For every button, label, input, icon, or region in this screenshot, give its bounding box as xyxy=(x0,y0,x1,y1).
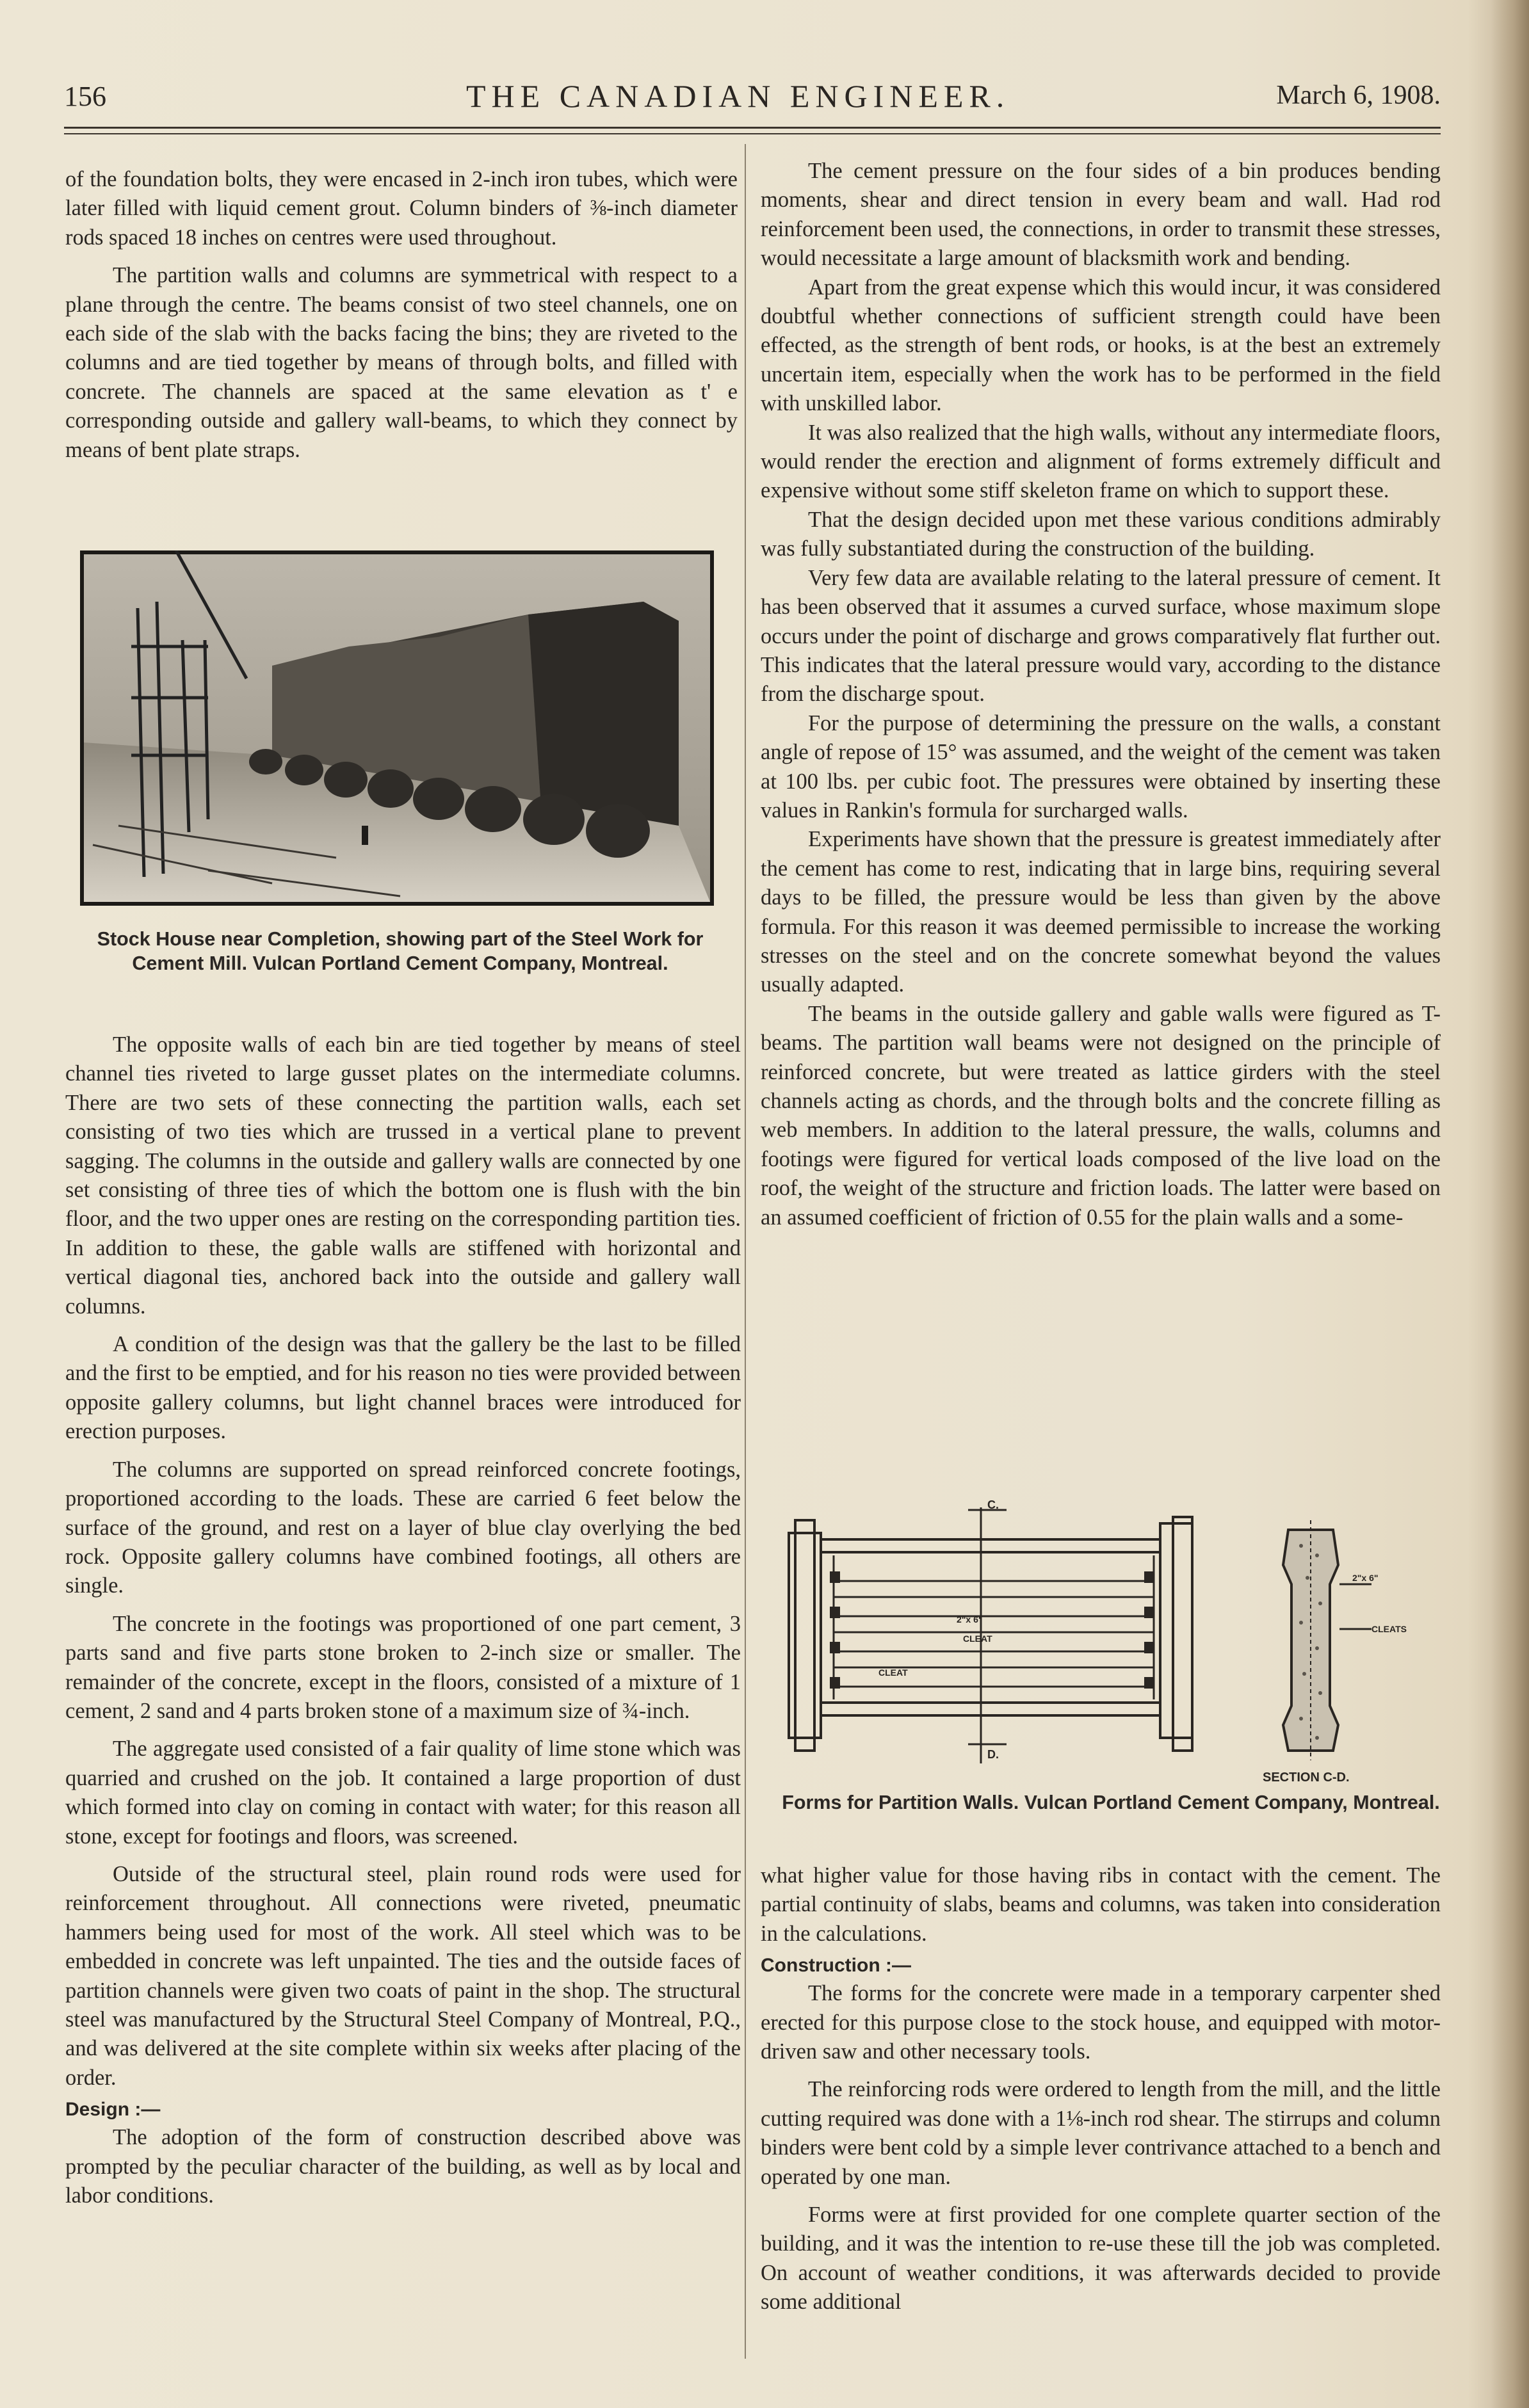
paragraph: A condition of the design was that the gallery be the last to be filled and the first to be emptied, and for his reason no ties were provided between opposite gallery columns, but light channel braces were introduced for erection purposes. xyxy=(65,1332,741,1444)
figure-1-caption: Stock House near Completion, showing part of the Steel Work for Cement Mill. Vulcan Portland Cement Company, Montreal. xyxy=(97,928,704,974)
paragraph: The cement pressure on the four sides of a bin produces bending moments, shear and direct tension in every beam and wall. Had rod reinforcement been used, the connections, in order to transmit these stresses, would necessitate a large amount of blacksmith work and bending. xyxy=(761,159,1441,271)
paragraph: The aggregate used consisted of a fair quality of lime stone which was quarried and crushed on the job. It contained a large proportion of dust which formed into clay on coming in contact with water; for this reason all stone, except for footings and floors, was screened. xyxy=(65,1737,741,1849)
section-heading-construction: Construction :— xyxy=(761,1955,911,1977)
journal-title: THE CANADIAN ENGINEER. xyxy=(466,78,1010,114)
label-section-title: SECTION C-D. xyxy=(1263,1770,1350,1785)
paragraph: The forms for the concrete were made in a temporary carpenter shed erected for this purpose close to the stock house, and equipped with motor-driven saw and other necessary tools. xyxy=(761,1981,1441,2064)
section-c-d-detail xyxy=(1263,1520,1407,1785)
paragraph: The concrete in the footings was proportioned of one part cement, 3 parts sand and five parts stone broken to 2-inch size or smaller. The remainder of the concrete, except in the floors, consisted of a mixture of 1 cement, 2 sand and 4 parts broken stone of a maximum size of ¾-inch. xyxy=(65,1611,741,1723)
paragraph: The reinforcing rods were ordered to length from the mill, and the little cutting required was done with a 1⅛-inch rod shear. The stirrups and column binders were bent cold by a simple lever contrivance attached to a bench and operated by one man. xyxy=(761,2077,1441,2189)
page-number: 156 xyxy=(64,81,106,112)
paragraph: Very few data are available relating to the lateral pressure of cement. It has been observed that it assumes a curved surface, whose maximum slope occurs under the point of discharge and grows comparatively flat further out. This indicates that the lateral pressure would vary, according to the distance from the discharge spout. xyxy=(761,565,1441,707)
paragraph: The columns are supported on spread reinforced concrete footings, proportioned according to the loads. These are carried 6 feet below the surface of the ground, and rest on a layer of blue clay overlying the bed rock. Opposite gallery columns have combined footings, all others are single. xyxy=(65,1457,741,1598)
stock-house-photo xyxy=(80,550,714,906)
label-section-dimension: 2"x 6" xyxy=(1352,1573,1379,1583)
label-c-marker: C. xyxy=(987,1498,999,1511)
paragraph: of the foundation bolts, they were encased in 2-inch iron tubes, which were later filled with liquid cement grout. Column binders of ⅜-inch diameter rods spaced 18 inches on centres were used throughout. xyxy=(65,167,738,250)
section-heading-design: Design :— xyxy=(65,2099,161,2121)
paragraph: The opposite walls of each bin are tied together by means of steel channel ties riveted to large gusset plates on the intermediate columns. There are two sets of these connecting the partition walls, each set consisting of two ties which are trussed in a vertical plane to prevent sagging. The columns in the outside and gallery walls are connected by one set consisting of three ties of which the bottom one is flush with the bin floor, and the two upper ones are resting on the corresponding partition ties. In addition to these, the gable walls are stiffened with horizontal and vertical diagonal ties, anchored back into the outside and gallery wall columns. xyxy=(65,1032,741,1319)
paragraph: It was also realized that the high walls, without any intermediate floors, would render the erection and alignment of forms extremely difficult and expensive without some stiff skeleton frame on which to support these. xyxy=(761,420,1441,503)
label-dimension: 2"x 6" xyxy=(957,1614,983,1625)
column-divider xyxy=(745,144,746,2359)
paragraph: The adoption of the form of construction described above was prompted by the peculiar character of the building, as well as by local and labor conditions. xyxy=(65,2125,741,2208)
paragraph: Outside of the structural steel, plain round rods were used for reinforcement throughout. All connections were riveted, pneumatic hammers being used for most of the work. All steel which was to be embedded in concrete was left unpainted. The ties and the outside faces of partition channels were given two coats of paint in the shop. The structural steel was manufactured by the Structural Steel Company of Montreal, P.Q., and was delivered at the site complete within six weeks after placing of the order. xyxy=(65,1861,741,2090)
header-rule-bottom xyxy=(64,133,1441,134)
left-column-bottom xyxy=(65,1031,741,2210)
paragraph: Forms were at first provided for one complete quarter section of the building, and it was the intention to re-use these till the job was completed. On account of weather conditions, it was afterwards decided to provide some additional xyxy=(761,2203,1441,2315)
page-spine-shadow xyxy=(1491,0,1529,2408)
label-cleats: CLEATS xyxy=(1371,1624,1407,1634)
right-column-bottom xyxy=(761,1861,1441,2317)
label-cleat: CLEAT xyxy=(878,1667,908,1678)
left-column-top xyxy=(65,165,738,465)
paragraph: The partition walls and columns are symmetrical with respect to a plane through the centre. The beams consist of two steel channels, one on each side of the slab with the backs facing the bins; they are riveted to the columns and are tied together by means of through bolts, and filled with concrete. The channels are spaced at the same elevation as t' e corresponding outside and gallery wall-beams, to which they connect by means of bent plate straps. xyxy=(65,263,738,462)
label-cleat: CLEAT xyxy=(963,1633,992,1644)
right-column-top xyxy=(761,157,1441,1232)
page-header xyxy=(64,80,1441,125)
paragraph: Experiments have shown that the pressure is greatest immediately after the cement has come to rest, indicating that in large bins, requiring several days to be filled, the pressure would be less than given by the above formula. For this reason it was deemed permissible to increase the working stresses on the steel and on the concrete somewhat beyond the values usually adapted. xyxy=(761,827,1441,997)
partition-wall-forms-drawing xyxy=(776,1495,1448,1786)
paragraph: That the design decided upon met these various conditions admirably was fully substantiated during the construction of the building. xyxy=(761,507,1441,561)
paragraph: what higher value for those having ribs in contact with the cement. The partial continuity of slabs, beams and columns, was taken into consideration in the calculations. xyxy=(761,1863,1441,1946)
issue-date: March 6, 1908. xyxy=(1276,81,1441,110)
paragraph: The beams in the outside gallery and gable walls were figured as T-beams. The partition wall beams were not designed on the principle of reinforced concrete, but were treated as lattice girders with the steel channels acting as chords, and the through bolts and the concrete filling as web members. In addition to the lateral pressure, the walls, columns and footings were figured for vertical loads composed of the live load on the roof, the weight of the structure and friction loads. The latter were based on an assumed coefficient of friction of 0.55 for the plain walls and a some- xyxy=(761,1001,1441,1230)
header-rule-top xyxy=(64,127,1441,129)
figure-2-caption: Forms for Partition Walls. Vulcan Portland Cement Company, Montreal. xyxy=(782,1792,1440,1813)
paragraph: For the purpose of determining the pressure on the walls, a constant angle of repose of 15° was assumed, and the weight of the cement was taken at 100 lbs. per cubic foot. The pressures were obtained by inserting these values in Rankin's formula for surcharged walls. xyxy=(761,710,1441,823)
paragraph: Apart from the great expense which this would incur, it was considered doubtful whether connections of sufficient strength could have been effected, as the strength of bent rods, or hooks, is at the best an extremely uncertain item, especially when the work has to be performed in the field with unskilled labor. xyxy=(761,275,1441,416)
label-d-marker: D. xyxy=(987,1748,999,1761)
